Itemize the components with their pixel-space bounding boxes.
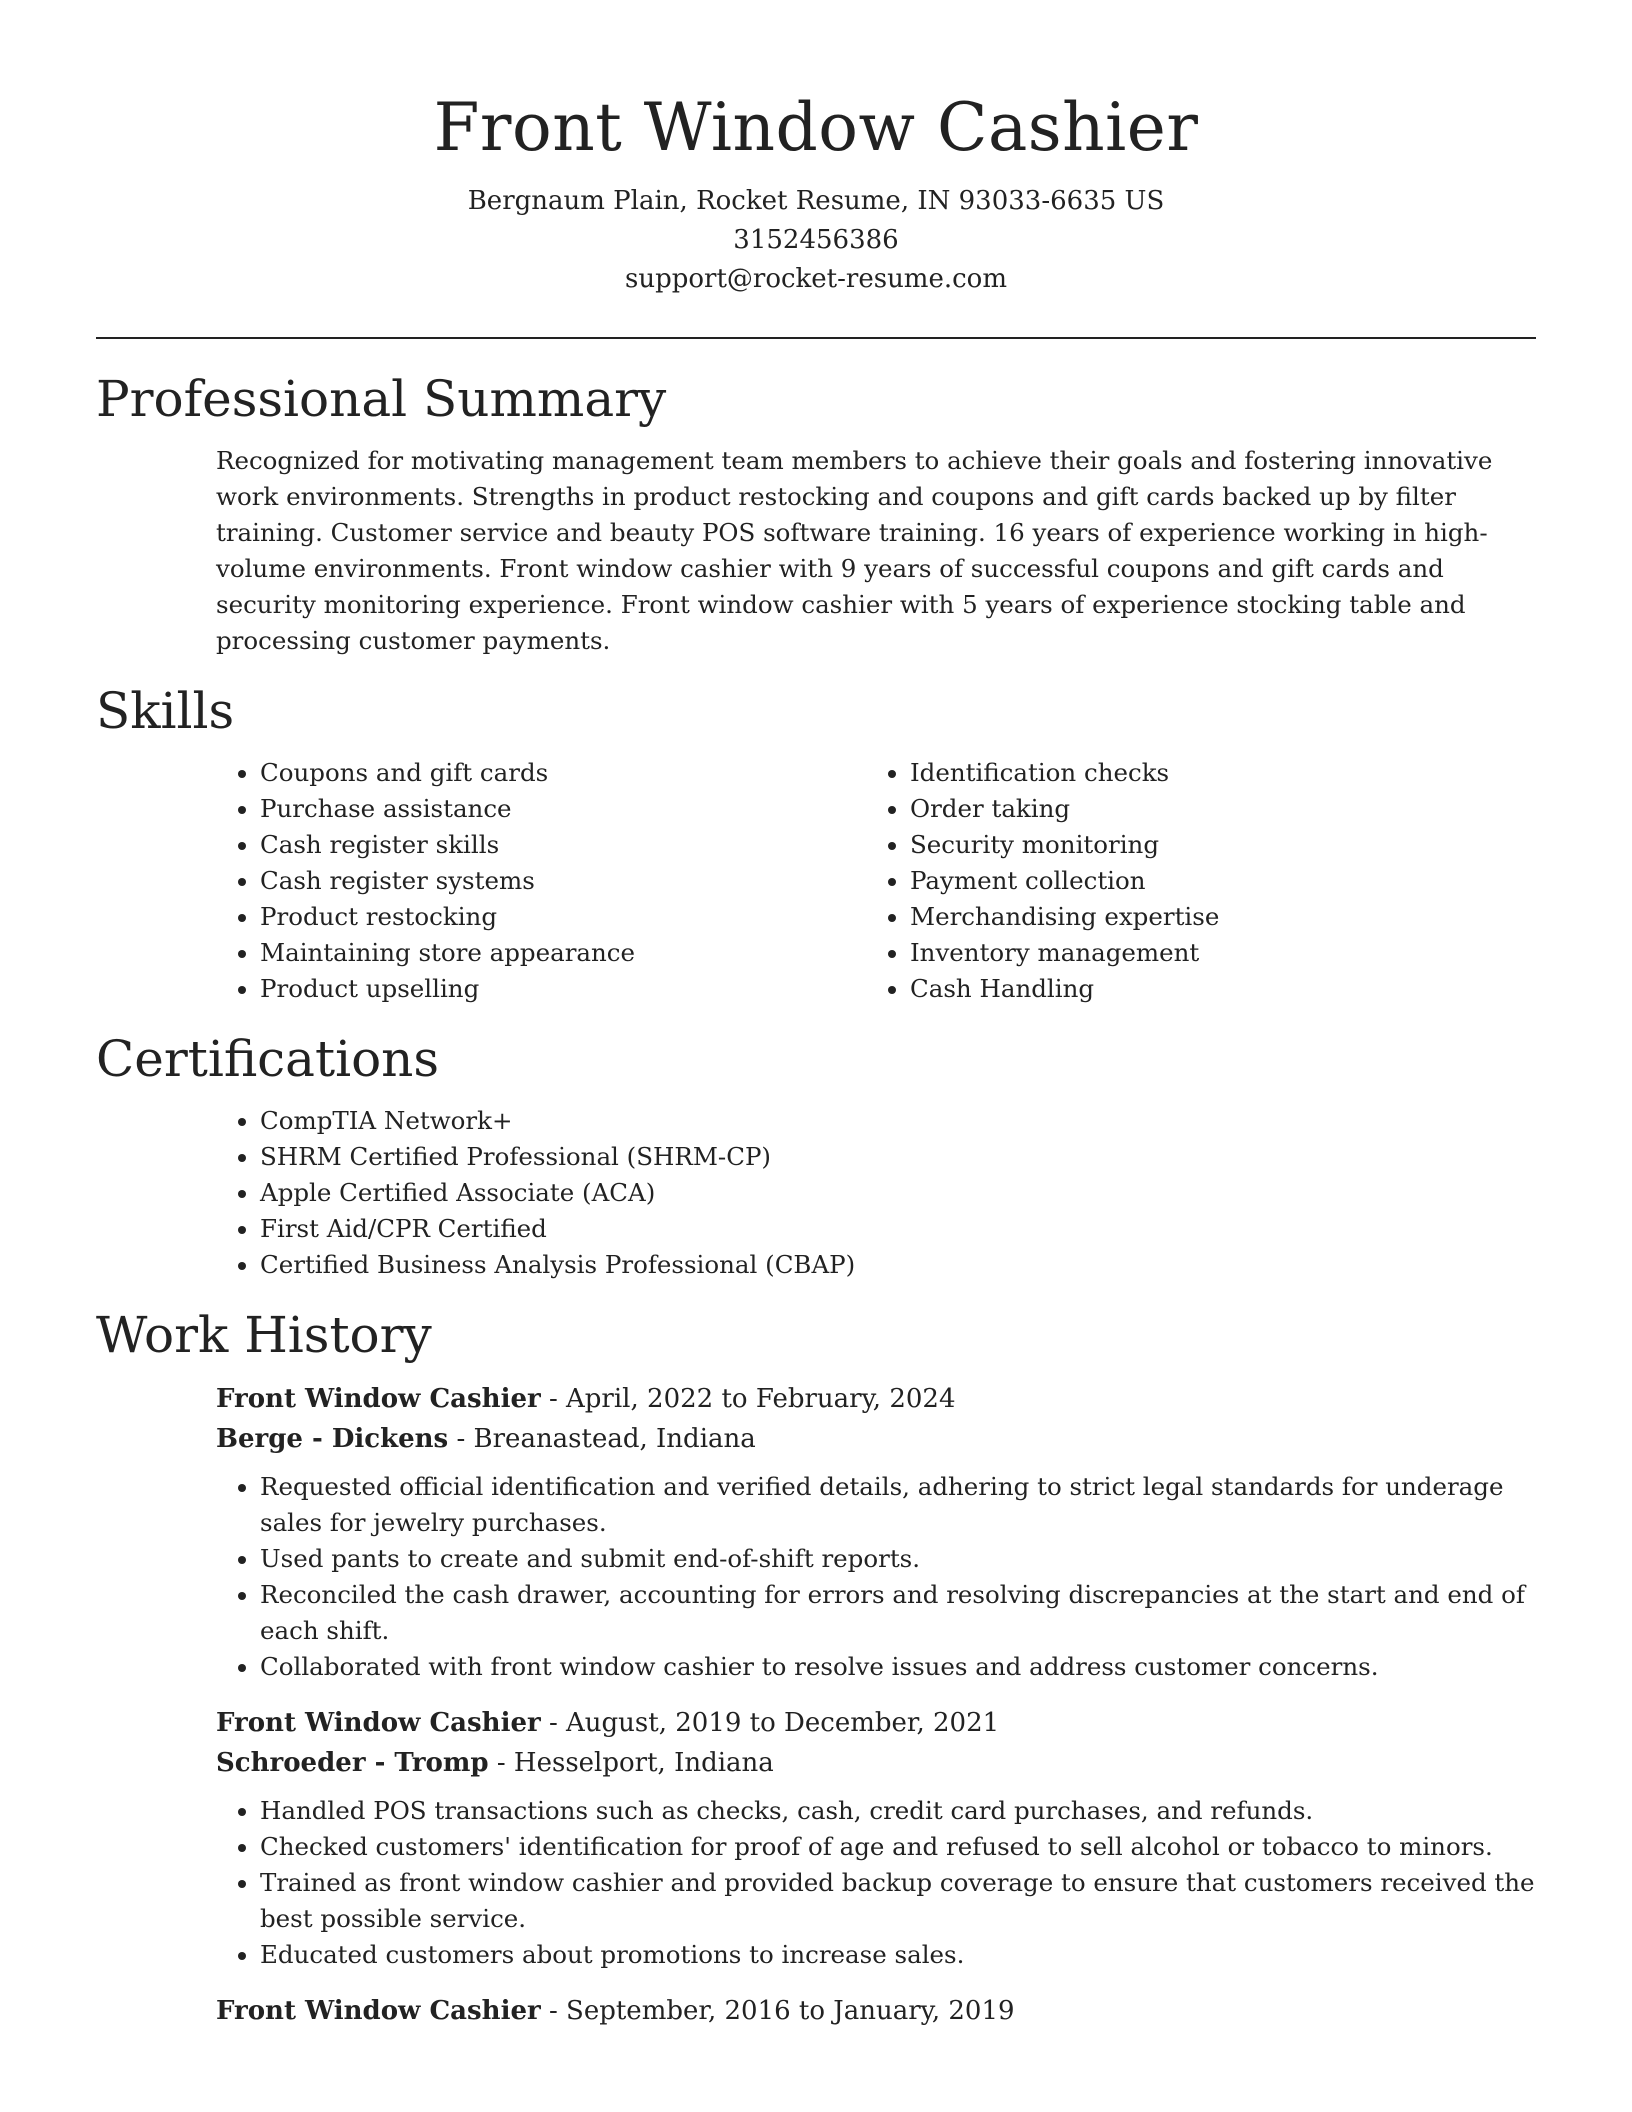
certification-item: • Certified Business Analysis Professional (CBAP): [260, 1247, 1536, 1283]
skill-item: • Merchandising expertise: [910, 899, 1516, 935]
skill-item: • Product upselling: [260, 971, 866, 1007]
job-bullet: • Handled POS transactions such as checks, cash, credit card purchases, and refunds.: [260, 1793, 1536, 1829]
skill-item: • Cash register skills: [260, 827, 866, 863]
phone: 3152456386: [733, 225, 899, 255]
job-company: Schroeder - Tromp: [216, 1748, 489, 1778]
job-title: Front Window Cashier: [216, 1996, 541, 2026]
summary-text: Recognized for motivating management team members to achieve their goals and fostering innovative work environments. Strengths in product restocking and coupons and gift cards backed up by filter training. Customer service and beauty POS software training. 16 years of experience working in high-volume environments. Front window cashier with 9 years of successful coupons and gift cards and security monitoring experience. Front window cashier with 5 years of experience stocking table and processing customer payments.: [216, 446, 1493, 655]
job-location: Hesselport, Indiana: [513, 1748, 774, 1778]
work-history-section: [96, 1305, 1536, 2031]
job-dates: September, 2016 to January, 2019: [566, 1996, 1015, 2026]
skill-item: • Order taking: [910, 791, 1516, 827]
job-bullets: [216, 1793, 1536, 1973]
skill-item: • Maintaining store appearance: [260, 935, 866, 971]
job-company: Berge - Dickens: [216, 1424, 449, 1454]
section-title-certifications: Certifications: [96, 1030, 440, 1088]
separator: -: [540, 1384, 567, 1414]
address: Bergnaum Plain, Rocket Resume, IN 93033-6635 US: [467, 186, 1165, 216]
certification-item: • Apple Certified Associate (ACA): [260, 1175, 1536, 1211]
skill-item: • Coupons and gift cards: [260, 755, 866, 791]
skill-item: • Inventory management: [910, 935, 1516, 971]
job-title: Front Window Cashier: [216, 1384, 541, 1414]
job-bullet: • Educated customers about promotions to increase sales.: [260, 1937, 1536, 1973]
email: support@rocket-resume.com: [624, 264, 1007, 294]
skills-list-right: [866, 755, 1516, 1007]
job-title-line: [216, 1991, 1536, 2031]
contact-info: [96, 182, 1536, 299]
job-location: Breanastead, Indiana: [473, 1424, 756, 1454]
resume-page: [96, 0, 1536, 2031]
job-bullet: • Used pants to create and submit end-of-shift reports.: [260, 1541, 1536, 1577]
candidate-name: Front Window Cashier: [433, 89, 1199, 166]
separator: -: [540, 1708, 567, 1738]
skill-item: • Identification checks: [910, 755, 1516, 791]
skill-item: • Product restocking: [260, 899, 866, 935]
job-entry: [216, 1703, 1536, 1973]
job-bullets: [216, 1469, 1536, 1685]
section-title-summary: Professional Summary: [96, 370, 667, 428]
job-bullet: • Reconciled the cash drawer, accounting for errors and resolving discrepancies at the start and end of each shift.: [260, 1577, 1536, 1649]
job-bullet: • Requested official identification and verified details, adhering to strict legal standards for underage sales for jewelry purchases.: [260, 1469, 1536, 1541]
certifications-list: [216, 1103, 1536, 1283]
job-dates: April, 2022 to February, 2024: [566, 1384, 956, 1414]
skill-item: • Payment collection: [910, 863, 1516, 899]
section-title-skills: Skills: [96, 682, 235, 740]
certification-item: • SHRM Certified Professional (SHRM-CP): [260, 1139, 1536, 1175]
certification-item: • First Aid/CPR Certified: [260, 1211, 1536, 1247]
skills-column-right: [866, 755, 1516, 1007]
skill-item: • Cash Handling: [910, 971, 1516, 1007]
resume-header: [96, 0, 1536, 299]
skill-item: • Security monitoring: [910, 827, 1516, 863]
job-title-line: [216, 1703, 1536, 1743]
job-entry: [216, 1991, 1536, 2031]
job-title-line: [216, 1379, 1536, 1419]
job-title: Front Window Cashier: [216, 1708, 541, 1738]
skills-column-left: [216, 755, 866, 1007]
separator: -: [488, 1748, 514, 1778]
summary-section: [96, 369, 1536, 659]
separator: -: [448, 1424, 474, 1454]
skill-item: • Purchase assistance: [260, 791, 866, 827]
job-company-line: [216, 1419, 1536, 1459]
job-bullet: • Collaborated with front window cashier to resolve issues and address customer concerns.: [260, 1649, 1536, 1685]
skill-item: • Cash register systems: [260, 863, 866, 899]
separator: -: [540, 1996, 567, 2026]
section-title-work-history: Work History: [96, 1306, 432, 1364]
skills-columns: [216, 755, 1536, 1007]
job-dates: August, 2019 to December, 2021: [566, 1708, 1000, 1738]
job-bullet: • Trained as front window cashier and provided backup coverage to ensure that customers received the best possible service.: [260, 1865, 1536, 1937]
skills-list-left: [216, 755, 866, 1007]
job-company-line: [216, 1743, 1536, 1783]
job-entry: [216, 1379, 1536, 1685]
certifications-section: [96, 1029, 1536, 1283]
certification-item: • CompTIA Network+: [260, 1103, 1536, 1139]
skills-section: [96, 681, 1536, 1007]
header-divider: [96, 337, 1536, 339]
job-bullet: • Checked customers' identification for proof of age and refused to sell alcohol or tobacco to minors.: [260, 1829, 1536, 1865]
